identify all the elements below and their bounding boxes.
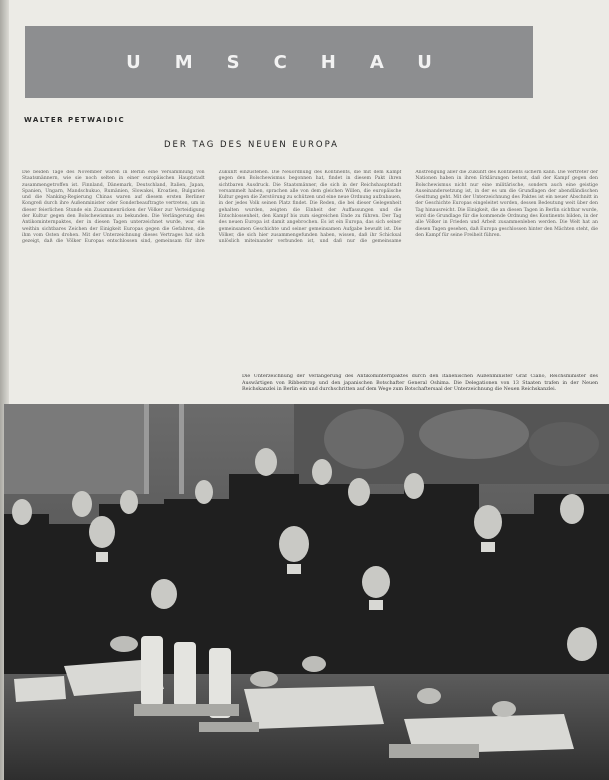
- photo-caption: Die Unterzeichnung der Verlängerung des Antikominternpaktes durch den italienischen Außenminister Graf Ciano, Reichsminister des Auswärtigen von Ribbentrop und den japanischen Botschafter General Oshima. Die Delegationen von 13 Staaten trafen in der Neuen Reichskanzlei in Berlin ein und durchschritten auf dem Wege zum Botschaftersaal der Unterzeichnung die Neuen Reichskanzlei.: [242, 374, 598, 393]
- section-header-band: [25, 26, 533, 98]
- article-author: WALTER PETWAIDIC: [24, 116, 126, 124]
- article-title: DER TAG DES NEUEN EUROPA: [164, 140, 339, 150]
- article-body: Die beiden Tage des November waren in Berlin eine Versammlung von Staatsmännern, wie sie noch selten in einer europäischen Hauptstadt zusammengetroffen ist. Finnland, Dänemark, Deutschland, Italien, Japan, Spanien, Ungarn, Mandschukuo, Rumänien, Slowakei, Kroatien, Bulgarien und die Nanking-Regierung Chinas waren auf diesem ersten Berliner Kongreß durch ihre Außenminister oder Sonderbeauftragte vertreten, um in dieser feierlichen Stunde ein Zusammenrücken der Völker zur Verteidigung der Kultur gegen den Bolschewismus zu bekunden. Die Verlängerung des Antikominternpaktes, der in diesen Tagen unterzeichnet wurde, war ein weithin sichtbares Zeichen der Einigkeit Europas gegen die Gefahren, die ihm vom Osten drohen. Mit der Unterzeichnung dieses Vertrages hat sich gezeigt, daß die Völker Europas entschlossen sind, gemeinsam für ihre Zukunft einzustehen. Die Neuordnung des Kontinents, die mit dem Kampf gegen den Bolschewismus begonnen hat, findet in diesem Pakt ihren sichtbaren Ausdruck. Die Staatsmänner, die sich in der Reichshauptstadt versammelt haben, sprachen alle von dem gleichen Willen, die europäische Kultur gegen die Zerstörung zu schützen und eine neue Ordnung aufzubauen, in der jedes Volk seinen Platz findet. Die Reden, die bei dieser Gelegenheit gehalten wurden, zeigten die Einheit der Auffassungen und die Entschlossenheit, den Kampf bis zum siegreichen Ende zu führen. Der Tag des neuen Europa ist damit angebrochen. Es ist ein Europa, das sich seiner gemeinsamen Geschichte und seiner gemeinsamen Aufgabe bewußt ist. Die Völker, die sich hier zusammengefunden haben, wissen, daß ihr Schicksal unlöslich miteinander verbunden ist, und daß nur die gemeinsame Anstrengung aller die Zukunft des Kontinents sichern kann. Die Vertreter der Nationen haben in ihren Erklärungen betont, daß der Kampf gegen den Bolschewismus nicht nur eine militärische, sondern auch eine geistige Auseinandersetzung ist, in der es um die Grundlagen der abendländischen Gesittung geht. Mit der Unterzeichnung des Paktes ist ein neuer Abschnitt in der Geschichte Europas eingeleitet worden, dessen Bedeutung weit über den Tag hinausreicht. Die Einigkeit, die an diesen Tagen in Berlin sichtbar wurde, wird die Grundlage für die kommende Ordnung des Kontinents bilden, in der alle Völker in Frieden und Arbeit zusammenleben werden. Die Welt hat an diesen Tagen gesehen, daß Europa geschlossen hinter den Mächten steht, die den Kampf für seine Freiheit führen.: [22, 170, 598, 245]
- section-title: UMSCHAU: [126, 51, 466, 73]
- signing-ceremony-photo: [4, 404, 609, 780]
